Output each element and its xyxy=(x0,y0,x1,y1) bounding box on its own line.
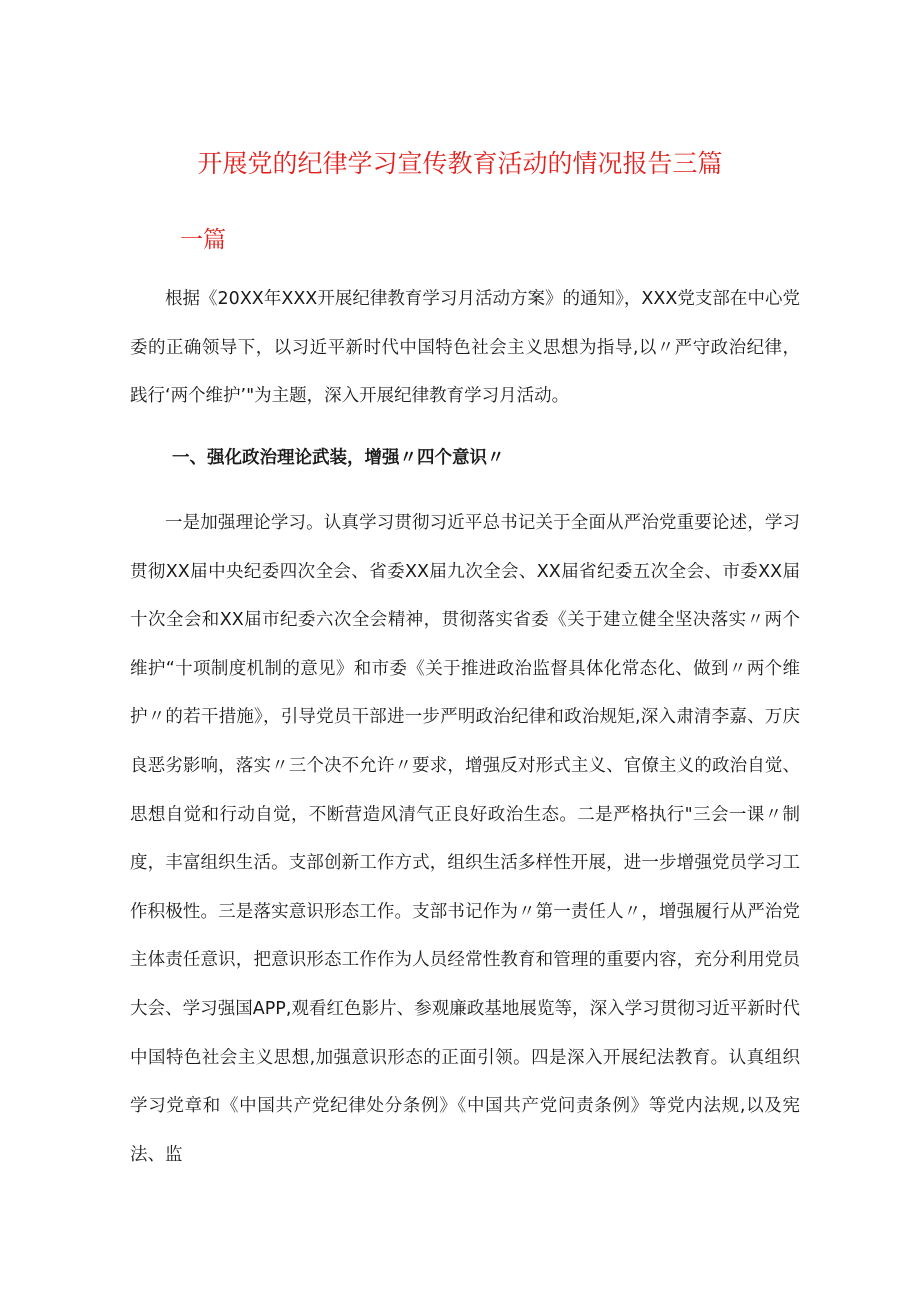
document-title: 开展党的纪律学习宣传教育活动的情况报告三篇 xyxy=(197,149,723,178)
paragraph-body: 一是加强理论学习。认真学习贯彻习近平总书记关于全面从严治党重要论述，学习贯彻XX届中央纪委四次全会、省委XX届九次全会、XX届省纪委五次全会、市委XX届十次全会和XX届市纪委六次全会精神，贯彻落实省委《关于建立健全坚决落实〃两个维护“十项制度机制的意见》和市委《关于推进政治监督具体化常态化、做到〃两个维护〃的若干措施》，引导党员干部进一步严明政治纪律和政治规矩,深入肃清李嘉、万庆良恶劣影响，落实〃三个决不允许〃要求，增强反对形式主义、官僚主义的政治自觉、思想自觉和行动自觉，不断营造风清气正良好政治生态。二是严格执行"三会一课〃制度，丰富组织生活。支部创新工作方式，组织生活多样性开展，进一步增强党员学习工作积极性。三是落实意识形态工作。支部书记作为〃第一责任人〃，增强履行从严治党主体责任意识，把意识形态工作作为人员经常性教育和管理的重要内容，充分利用党员大会、学习强国APP,观看红色影片、参观廉政基地展览等，深入学习贯彻习近平新时代中国特色社会主义思想,加强意识形态的正面引领。四是深入开展纪法教育。认真组织学习党章和《中国共产党纪律处分条例》《中国共产党问责条例》等党内法规,以及宪法、监 xyxy=(130,513,800,1165)
paragraph-intro: 根据《20XX年XXX开展纪律教育学习月活动方案》的通知》，XXX党支部在中心党委的正确领导下，以习近平新时代中国特色社会主义思想为指导,以〃严守政治纪律，践行‘两个维护’"为主题，深入开展纪律教育学习月活动。 xyxy=(130,289,800,407)
document-subtitle: 一篇 xyxy=(180,227,226,253)
section-heading: 一、强化政治理论武装，增强〃四个意识〃 xyxy=(172,448,505,468)
